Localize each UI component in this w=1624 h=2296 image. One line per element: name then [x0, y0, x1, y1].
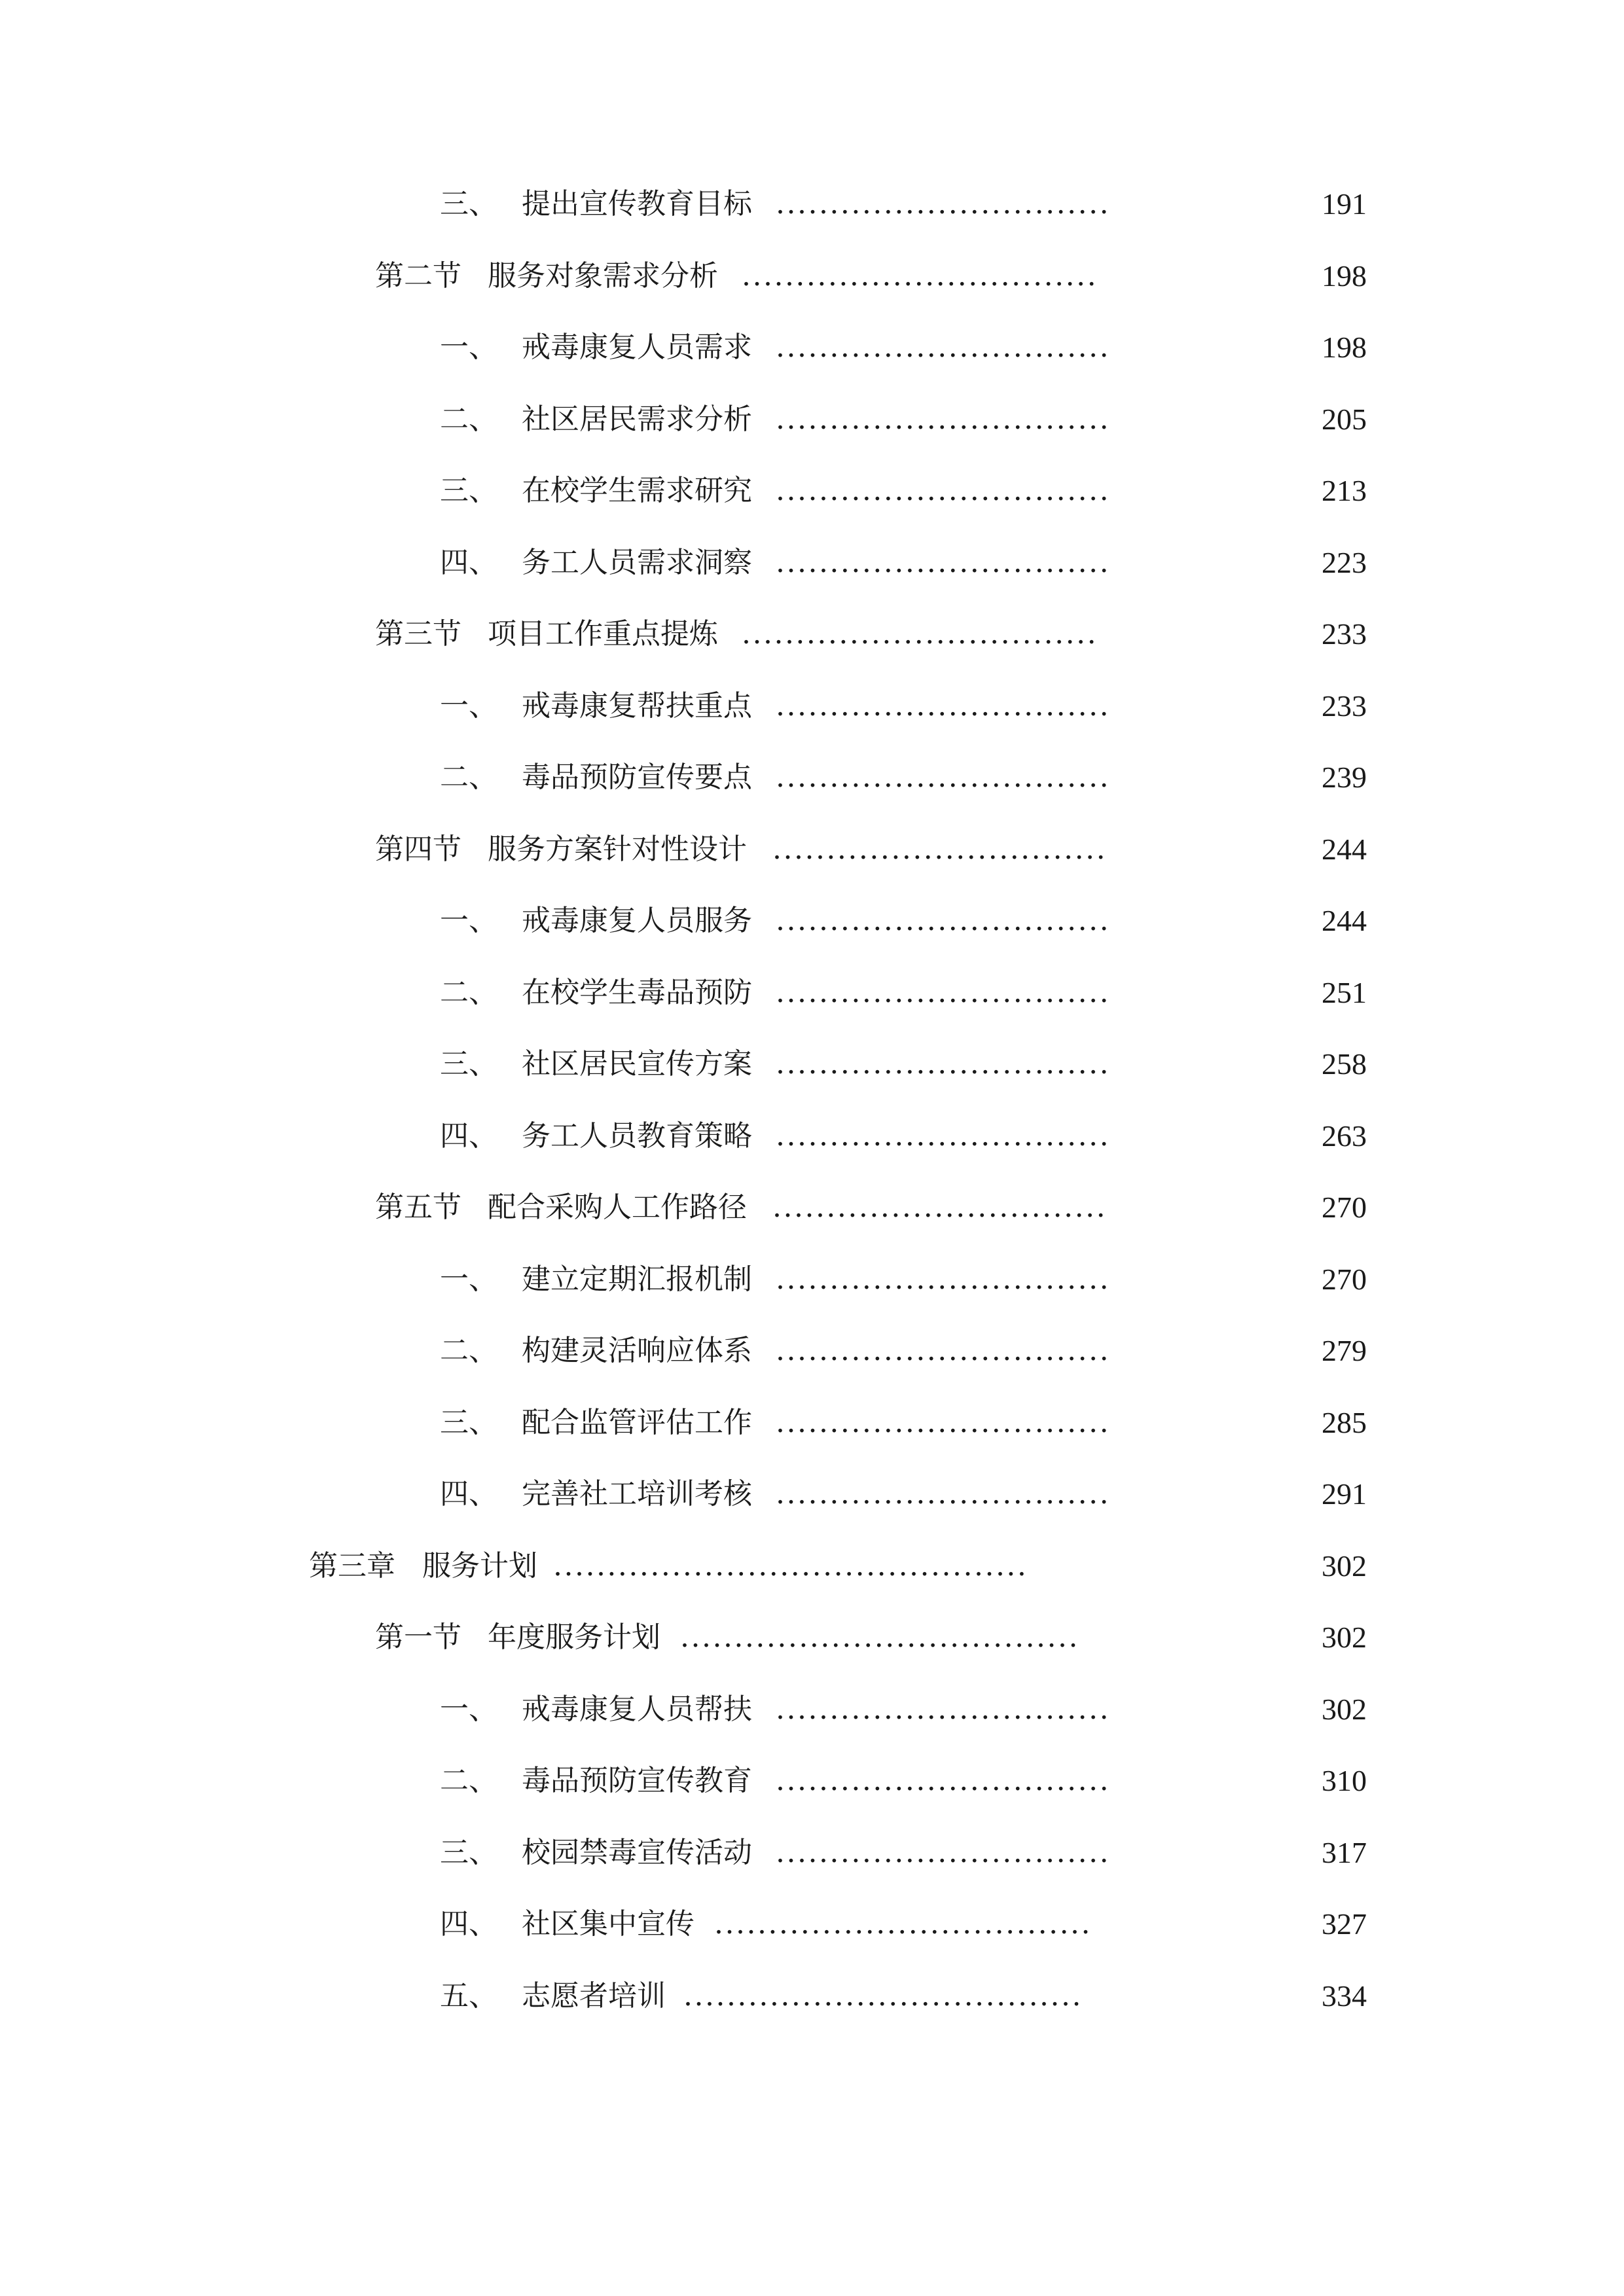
toc-entry[interactable]	[0, 970, 1624, 1016]
toc-entry-number: 一、	[440, 1692, 497, 1726]
toc-dot-leader: ...............................	[776, 689, 1111, 723]
toc-dot-leader: ...............................	[776, 1477, 1111, 1511]
toc-entry-number: 二、	[440, 1334, 497, 1367]
toc-entry-title: 完善社工培训考核	[522, 1477, 752, 1511]
toc-entry-title: 构建灵活响应体系	[522, 1334, 752, 1367]
toc-entry-page-number: 310	[1322, 1764, 1367, 1797]
toc-entry-title: 项目工作重点提炼	[488, 617, 718, 651]
toc-entry-title: 在校学生毒品预防	[522, 975, 752, 1009]
toc-entry-number: 三、	[440, 1405, 497, 1439]
toc-entry-number: 一、	[440, 689, 497, 723]
toc-entry[interactable]	[0, 325, 1624, 370]
toc-entry-title: 配合监管评估工作	[522, 1405, 752, 1439]
toc-entry-number: 第一节	[375, 1621, 461, 1654]
toc-entry-page-number: 233	[1322, 617, 1367, 651]
toc-entry-title: 社区居民宣传方案	[522, 1047, 752, 1081]
toc-entry-page-number: 302	[1322, 1692, 1367, 1726]
toc-entry-page-number: 317	[1322, 1835, 1367, 1869]
toc-entry[interactable]	[0, 827, 1624, 872]
toc-entry-number: 二、	[440, 1764, 497, 1797]
toc-entry-page-number: 223	[1322, 545, 1367, 579]
toc-dot-leader: ...................................	[714, 1907, 1092, 1941]
toc-dot-leader: ...............................	[776, 187, 1111, 221]
toc-dot-leader: ...............................	[776, 904, 1111, 937]
toc-entry-page-number: 213	[1322, 474, 1367, 507]
toc-dot-leader: ...............................	[776, 1047, 1111, 1081]
toc-dot-leader: ...............................	[776, 1119, 1111, 1153]
toc-dot-leader: ...............................	[776, 1405, 1111, 1439]
toc-entry-number: 第四节	[375, 832, 461, 866]
toc-entry-page-number: 239	[1322, 761, 1367, 794]
toc-entry-title: 社区集中宣传	[522, 1907, 695, 1941]
toc-dot-leader: .................................	[742, 259, 1098, 293]
toc-entry[interactable]	[0, 898, 1624, 944]
toc-dot-leader: ...............................	[776, 331, 1111, 364]
toc-dot-leader: ...............................	[776, 975, 1111, 1009]
toc-entry-page-number: 233	[1322, 689, 1367, 723]
toc-entry-title: 毒品预防宣传要点	[522, 761, 752, 794]
toc-entry[interactable]	[0, 1185, 1624, 1230]
toc-entry[interactable]	[0, 1041, 1624, 1087]
toc-entry-page-number: 327	[1322, 1907, 1367, 1941]
toc-dot-leader: ...............................	[776, 1692, 1111, 1726]
toc-entry-number: 第三章	[309, 1549, 395, 1583]
toc-entry-title: 戒毒康复人员服务	[522, 904, 752, 937]
toc-entry[interactable]	[0, 540, 1624, 586]
toc-dot-leader: ...............................	[776, 545, 1111, 579]
toc-entry[interactable]	[0, 1543, 1624, 1589]
toc-entry-title: 戒毒康复人员帮扶	[522, 1692, 752, 1726]
toc-entry-number: 三、	[440, 474, 497, 507]
toc-entry-number: 第五节	[375, 1191, 461, 1224]
toc-entry-title: 社区居民需求分析	[522, 402, 752, 436]
toc-entry-page-number: 198	[1322, 331, 1367, 364]
toc-entry[interactable]	[0, 1328, 1624, 1374]
toc-entry-title: 提出宣传教育目标	[522, 187, 752, 221]
toc-entry-number: 三、	[440, 1047, 497, 1081]
toc-entry[interactable]	[0, 1615, 1624, 1660]
toc-entry-page-number: 244	[1322, 904, 1367, 937]
toc-dot-leader: ...............................	[776, 1262, 1111, 1296]
toc-entry-title: 服务方案针对性设计	[488, 832, 747, 866]
toc-entry-number: 第二节	[375, 259, 461, 293]
toc-entry[interactable]	[0, 1257, 1624, 1302]
toc-entry[interactable]	[0, 1901, 1624, 1947]
toc-entry-number: 一、	[440, 904, 497, 937]
toc-entry-number: 四、	[440, 545, 497, 579]
toc-entry-page-number: 291	[1322, 1477, 1367, 1511]
toc-entry-number: 一、	[440, 331, 497, 364]
toc-entry-page-number: 191	[1322, 187, 1367, 221]
toc-dot-leader: ...............................	[776, 761, 1111, 794]
toc-entry[interactable]	[0, 397, 1624, 442]
toc-entry-number: 四、	[440, 1907, 497, 1941]
toc-entry-page-number: 302	[1322, 1621, 1367, 1654]
toc-entry-number: 四、	[440, 1477, 497, 1511]
toc-entry-page-number: 270	[1322, 1262, 1367, 1296]
toc-entry[interactable]	[0, 1687, 1624, 1732]
toc-entry-number: 二、	[440, 402, 497, 436]
toc-entry-page-number: 334	[1322, 1979, 1367, 2013]
toc-entry[interactable]	[0, 468, 1624, 514]
toc-entry-number: 三、	[440, 187, 497, 221]
toc-entry[interactable]	[0, 611, 1624, 657]
toc-entry-page-number: 251	[1322, 975, 1367, 1009]
toc-entry-page-number: 279	[1322, 1334, 1367, 1367]
toc-entry[interactable]	[0, 1973, 1624, 2019]
toc-dot-leader: ...............................	[772, 832, 1108, 866]
toc-entry-page-number: 198	[1322, 259, 1367, 293]
toc-entry-title: 服务计划	[422, 1549, 537, 1583]
toc-entry[interactable]	[0, 1113, 1624, 1159]
toc-entry-page-number: 285	[1322, 1405, 1367, 1439]
toc-entry-title: 配合采购人工作路径	[488, 1191, 747, 1224]
toc-entry-page-number: 244	[1322, 832, 1367, 866]
toc-dot-leader: ...............................	[776, 1835, 1111, 1869]
toc-entry-number: 二、	[440, 761, 497, 794]
toc-entry-title: 建立定期汇报机制	[522, 1262, 752, 1296]
toc-entry[interactable]	[0, 181, 1624, 227]
toc-entry-page-number: 258	[1322, 1047, 1367, 1081]
toc-entry-title: 毒品预防宣传教育	[522, 1764, 752, 1797]
toc-entry-number: 二、	[440, 975, 497, 1009]
toc-entry-title: 校园禁毒宣传活动	[522, 1835, 752, 1869]
toc-entry-number: 一、	[440, 1262, 497, 1296]
toc-entry-title: 戒毒康复人员需求	[522, 331, 752, 364]
toc-entry[interactable]	[0, 1758, 1624, 1804]
toc-dot-leader: .....................................	[680, 1621, 1079, 1654]
toc-entry-number: 第三节	[375, 617, 461, 651]
toc-dot-leader: ...............................	[772, 1191, 1108, 1224]
toc-entry-title: 戒毒康复帮扶重点	[522, 689, 752, 723]
toc-dot-leader: ...............................	[776, 474, 1111, 507]
toc-entry-title: 务工人员需求洞察	[522, 545, 752, 579]
toc-entry[interactable]	[0, 253, 1624, 299]
toc-dot-leader: ...............................	[776, 1764, 1111, 1797]
toc-entry[interactable]	[0, 1400, 1624, 1446]
toc-dot-leader: ............................................	[553, 1549, 1028, 1583]
toc-entry-page-number: 270	[1322, 1191, 1367, 1224]
toc-entry-page-number: 263	[1322, 1119, 1367, 1153]
toc-entry-title: 在校学生需求研究	[522, 474, 752, 507]
toc-entry-number: 三、	[440, 1835, 497, 1869]
toc-entry-title: 务工人员教育策略	[522, 1119, 752, 1153]
toc-entry[interactable]	[0, 1471, 1624, 1517]
toc-entry-page-number: 302	[1322, 1549, 1367, 1583]
toc-dot-leader: .................................	[742, 617, 1098, 651]
toc-entry-number: 五、	[440, 1979, 497, 2013]
toc-entry-page-number: 205	[1322, 402, 1367, 436]
toc-dot-leader: .....................................	[683, 1979, 1083, 2013]
toc-entry[interactable]	[0, 683, 1624, 729]
toc-dot-leader: ...............................	[776, 1334, 1111, 1367]
toc-entry-title: 志愿者培训	[522, 1979, 666, 2013]
toc-entry[interactable]	[0, 1830, 1624, 1876]
toc-entry-number: 四、	[440, 1119, 497, 1153]
toc-entry-title: 年度服务计划	[488, 1621, 660, 1654]
toc-entry[interactable]	[0, 755, 1624, 800]
toc-entry-title: 服务对象需求分析	[488, 259, 718, 293]
toc-dot-leader: ...............................	[776, 402, 1111, 436]
